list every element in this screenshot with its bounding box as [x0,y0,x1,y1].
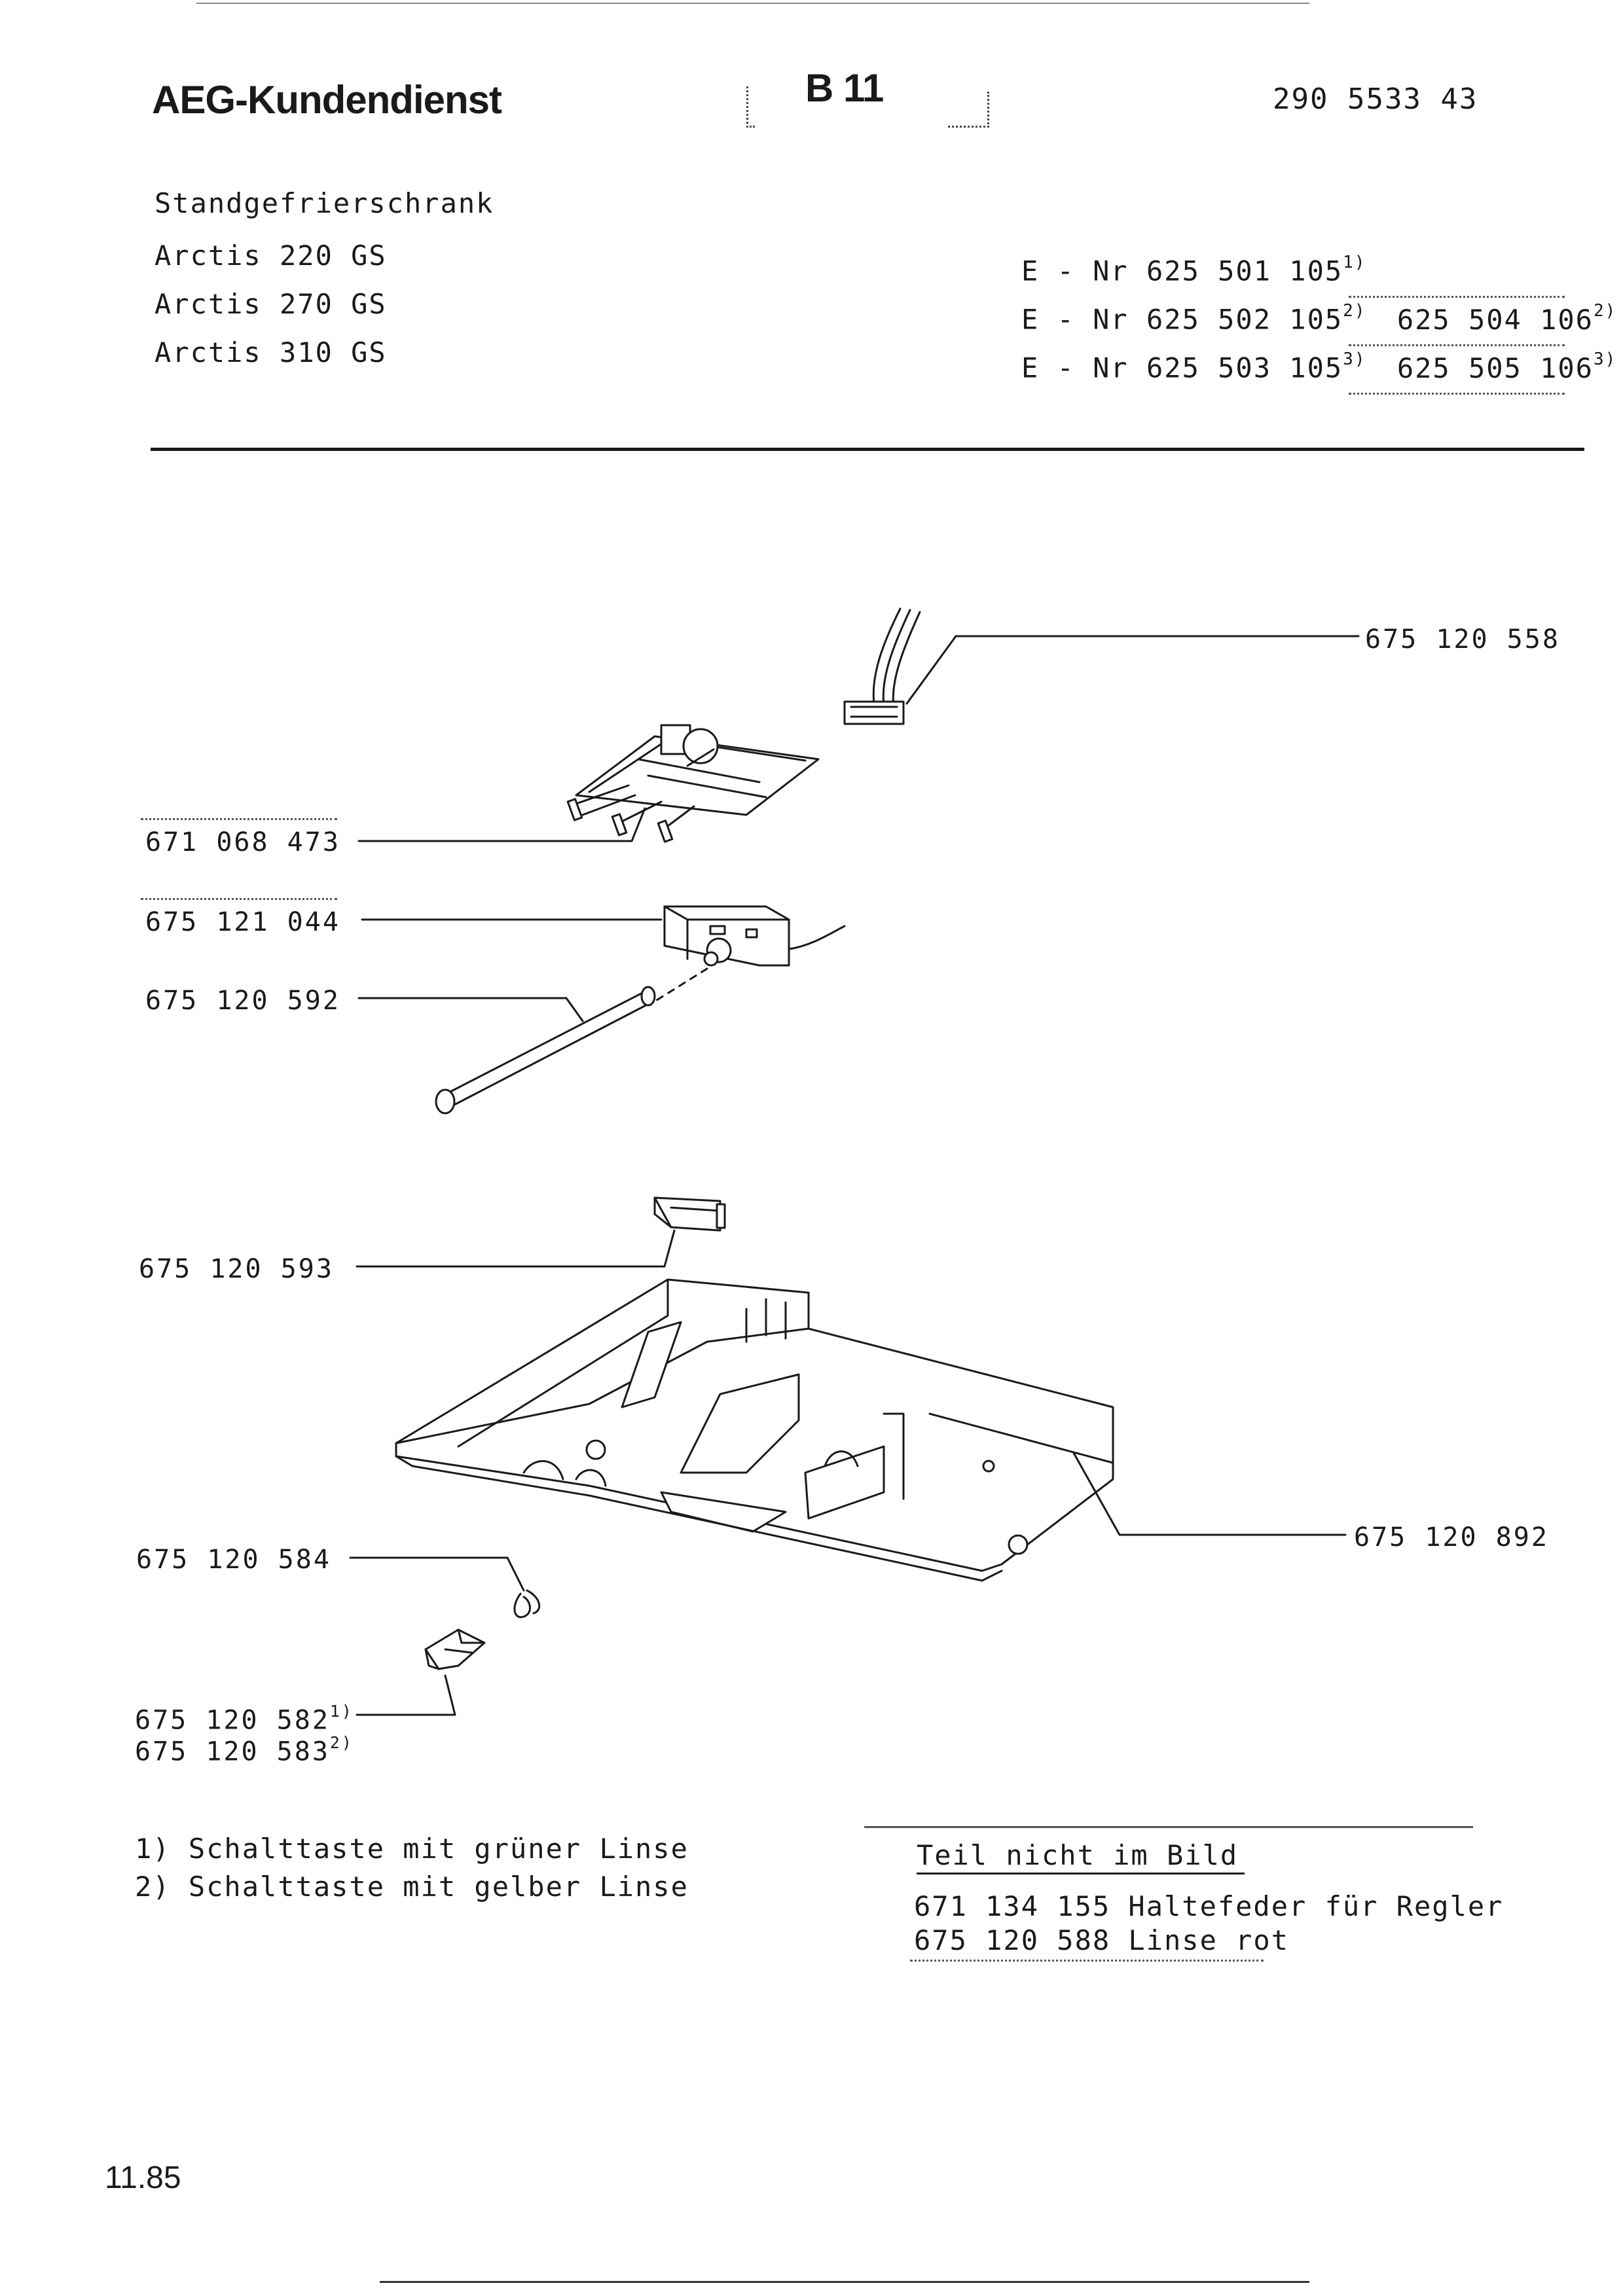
part-number-p4: 675 120 592 [145,986,340,1016]
thermostat-drawing [362,906,845,965]
part-mark-p8: 1) [329,1702,354,1721]
footnote-1: 1) Schalttaste mit grüner Linse [135,1833,689,1865]
spring-drawing [350,1558,539,1617]
part-number-p7: 675 120 584 [136,1545,331,1575]
not-in-picture-item-1: 671 134 155 Haltefeder für Regler [914,1890,1504,1922]
brand-title: AEG-Kundendienst [152,78,501,122]
part-number-p8: 675 120 582 [135,1705,330,1736]
enumber-3-extra-mark: 3) [1593,350,1617,369]
shaft-drawing [359,969,707,1113]
doc-number: 290 5533 43 [1273,82,1478,116]
enumber-2-extra: 625 504 106 [1396,303,1594,336]
tray-housing-drawing [396,1280,1345,1581]
enumber-2: E - Nr 625 502 105 [1021,303,1343,336]
part-number-p1: 675 120 558 [1365,624,1560,655]
model-3: Arctis 310 GS [155,336,387,368]
footnote-2: 2) Schalttaste mit gelber Linse [135,1871,689,1903]
label-rule-p3 [141,898,337,900]
footer-date: 11.85 [105,2161,181,2195]
not-in-picture-dotted-rule [910,1960,1264,1962]
enumber-3: E - Nr 625 503 105 [1021,351,1343,384]
enumber-1: E - Nr 625 501 105 [1021,255,1343,287]
cable-connector-drawing [845,609,1359,724]
footer-rule [380,2281,1309,2283]
enumber-3-mark: 3) [1343,350,1366,369]
enumber-2-mark: 2) [1343,301,1366,321]
part-number-p9: 675 120 583 [135,1736,330,1767]
enumber-1-mark: 1) [1343,253,1366,272]
page-code: B 11 [805,66,884,110]
switch-board-drawing [359,725,818,842]
not-in-picture-heading: Teil nicht im Bild [917,1839,1245,1874]
model-1: Arctis 220 GS [155,240,387,272]
switch-key-drawing [357,1630,484,1715]
product-type: Standgefrierschrank [155,187,494,219]
not-in-picture-rule [864,1826,1473,1828]
part-number-p6: 675 120 892 [1354,1522,1549,1552]
part-number-p5: 675 120 593 [139,1254,334,1284]
part-number-p2: 671 068 473 [145,827,340,857]
enumber-3-extra: 625 505 106 [1396,351,1594,384]
clip-drawing [357,1198,725,1266]
top-edge-rule [196,3,1309,4]
enumber-2-extra-mark: 2) [1593,301,1617,321]
part-number-p3: 675 121 044 [145,907,340,937]
part-row-p8 [135,1702,354,1736]
model-2: Arctis 270 GS [155,288,387,320]
not-in-picture-item-2: 675 120 588 Linse rot [914,1924,1290,1956]
part-mark-p9: 2) [329,1733,354,1752]
label-rule-p2 [141,818,337,820]
part-row-p9 [135,1733,354,1767]
